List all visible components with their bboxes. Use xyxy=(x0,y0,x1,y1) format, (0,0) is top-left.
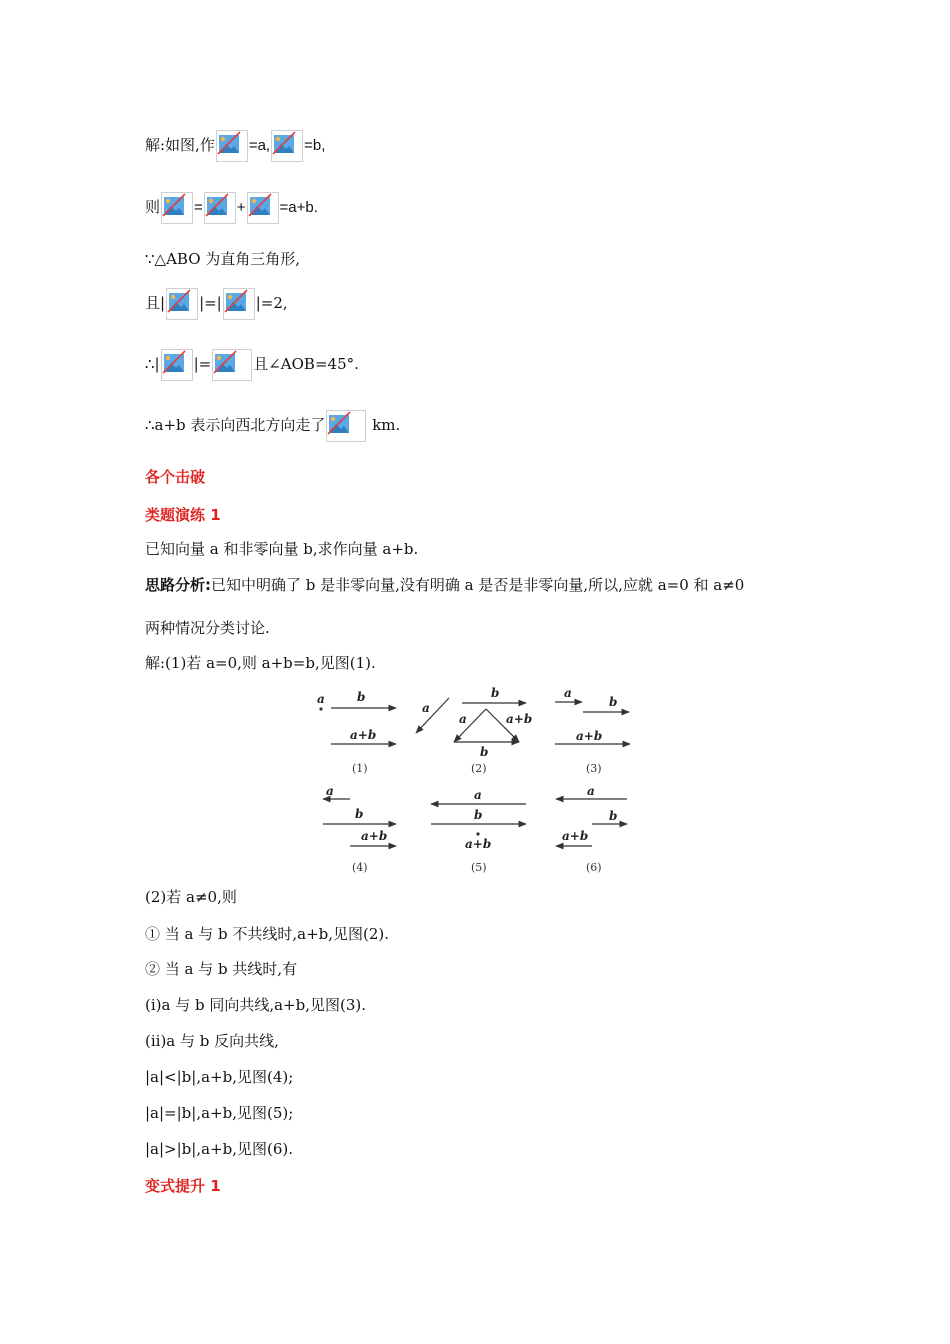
label-b: b xyxy=(357,690,366,704)
caption-6: (6) xyxy=(586,861,602,874)
label-a-plus-b: a+b xyxy=(361,829,388,843)
caption-4: (4) xyxy=(352,861,368,874)
analysis-text: 已知中明确了 b 是非零向量,没有明确 a 是否是非零向量,所以,应就 a=0 和 a≠0 xyxy=(211,576,745,594)
exercise-text: 已知向量 a 和非零向量 b,求作向量 a+b. xyxy=(145,540,419,558)
variant-title: 变式提升 1 xyxy=(145,1177,221,1195)
label-a: a xyxy=(459,712,467,726)
case-2: (2)若 a≠0,则 xyxy=(145,888,237,906)
item-1: ① 当 a 与 b 不共线时,a+b,见图(2). xyxy=(145,925,390,943)
text: + xyxy=(236,199,246,216)
item-i: (ⅰ)a 与 b 同向共线,a+b,见图(3). xyxy=(145,996,367,1014)
label-a-plus-b: a+b xyxy=(576,729,603,743)
caption-2: (2) xyxy=(471,762,487,775)
vector-a xyxy=(416,698,449,733)
text: |=| xyxy=(199,294,222,312)
label-a-plus-b: a+b xyxy=(506,712,533,726)
solution-line-3: ∵△ABO 为直角三角形, xyxy=(145,250,301,268)
compare-3: |a|>|b|,a+b,见图(6). xyxy=(145,1140,293,1158)
text: = xyxy=(194,199,203,216)
zero-vector-dot xyxy=(476,832,479,835)
text: 解:如图,作 xyxy=(145,136,215,154)
text: 则 xyxy=(145,198,161,216)
label-a: a xyxy=(564,686,572,700)
label-a-plus-b: a+b xyxy=(465,837,492,851)
section-title: 各个击破 xyxy=(145,468,206,486)
label-b: b xyxy=(491,686,500,700)
label-a: a xyxy=(317,692,325,706)
text: =b, xyxy=(304,137,326,154)
label-a: a xyxy=(326,784,334,798)
label-a: a xyxy=(474,788,482,802)
text: 且∠AOB=45°. xyxy=(253,355,359,373)
caption-1: (1) xyxy=(352,762,368,775)
text: =a+b. xyxy=(279,199,318,216)
text: ∴a+b 表示向西北方向走了 xyxy=(145,416,326,434)
text: |= xyxy=(193,355,212,373)
text: |=2, xyxy=(255,294,288,312)
label-b: b xyxy=(609,695,618,709)
caption-5: (5) xyxy=(471,861,487,874)
compare-1: |a|<|b|,a+b,见图(4); xyxy=(145,1068,294,1086)
case-1: 解:(1)若 a=0,则 a+b=b,见图(1). xyxy=(145,654,376,672)
label-b: b xyxy=(480,745,489,759)
caption-3: (3) xyxy=(586,762,602,775)
label-a-plus-b: a+b xyxy=(350,728,377,742)
text: km. xyxy=(372,416,401,434)
label-b: b xyxy=(609,809,618,823)
item-2: ② 当 a 与 b 共线时,有 xyxy=(145,960,298,978)
label-a-plus-b: a+b xyxy=(562,829,589,843)
item-ii: (ⅱ)a 与 b 反向共线, xyxy=(145,1032,279,1050)
compare-2: |a|=|b|,a+b,见图(5); xyxy=(145,1104,294,1122)
analysis-label: 思路分析: xyxy=(145,576,211,594)
label-a: a xyxy=(587,784,595,798)
label-b: b xyxy=(355,807,364,821)
label-a: a xyxy=(422,701,430,715)
text: ∴| xyxy=(145,355,160,373)
zero-vector-dot xyxy=(319,707,322,710)
text: 且| xyxy=(145,294,166,312)
label-b: b xyxy=(474,808,483,822)
exercise-title: 类题演练 1 xyxy=(145,506,221,524)
text: =a, xyxy=(248,137,271,154)
analysis-cont: 两种情况分类讨论. xyxy=(145,619,270,637)
